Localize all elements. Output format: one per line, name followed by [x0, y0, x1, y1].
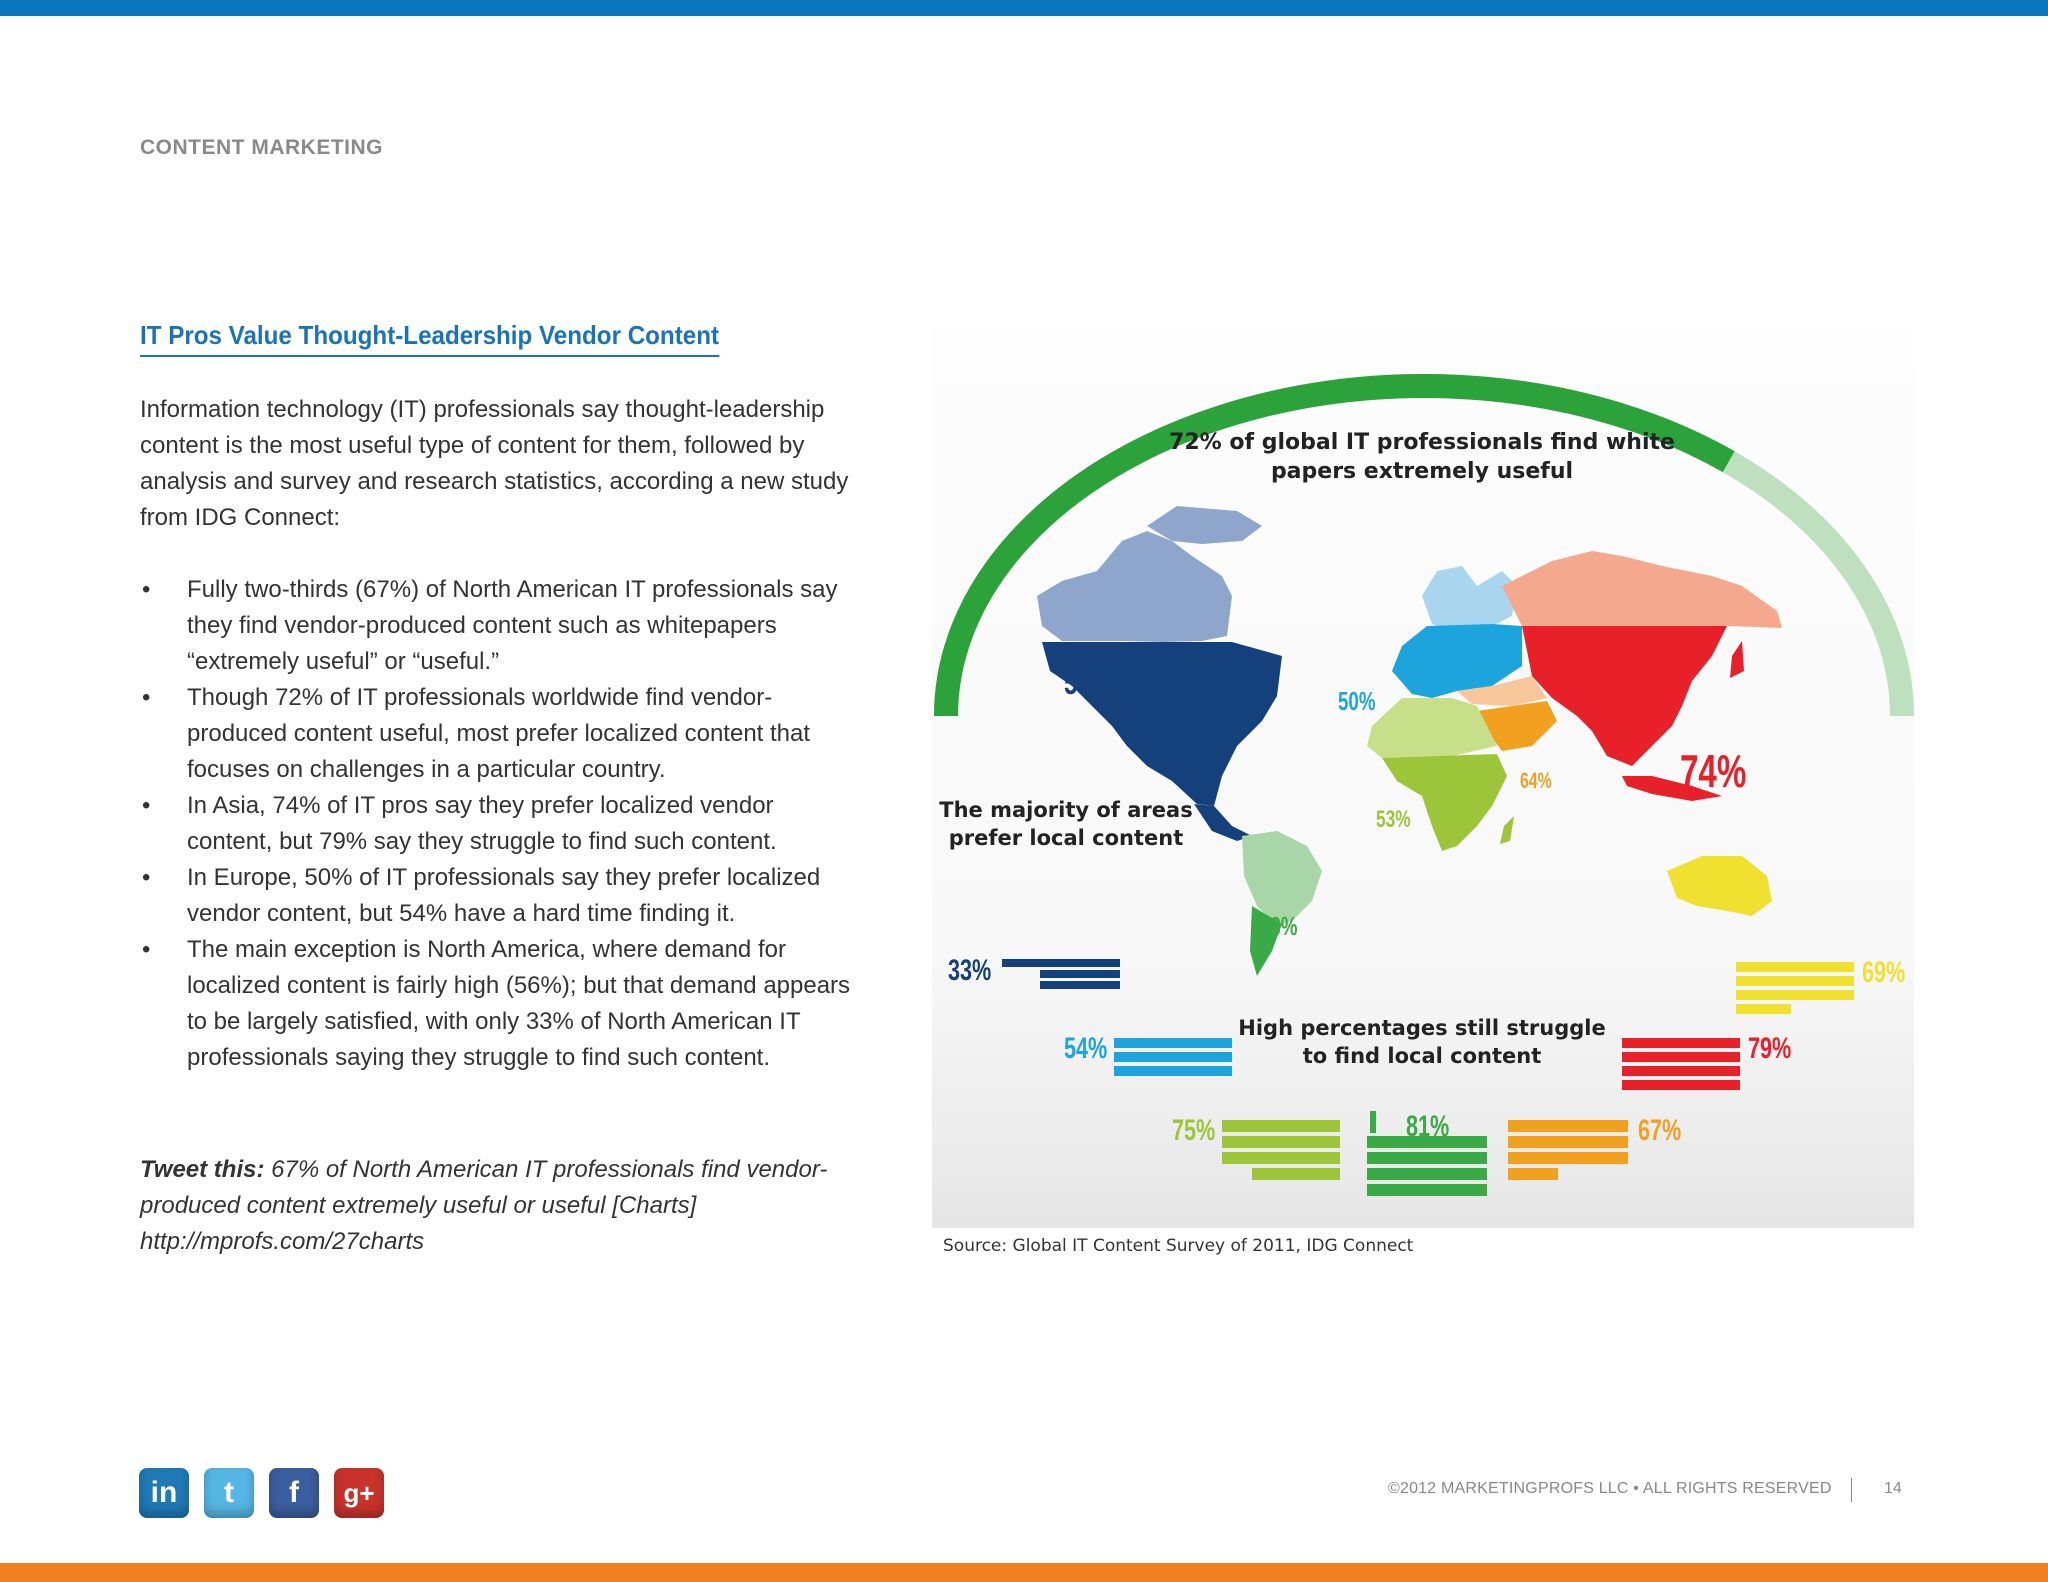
local-label-line-2: prefer local content	[948, 826, 1184, 850]
list-item: • The main exception is North America, where demand for localized content is fairly high (56%); but that demand appears to be largely satisfied, with only 33% of North American IT professionals saying they struggle to find such content.	[142, 936, 851, 1071]
tweet-this[interactable]	[140, 1152, 860, 1260]
pictogram-europe	[1114, 1038, 1232, 1076]
map-asia-north	[1502, 551, 1782, 628]
social-share-bar	[139, 1468, 384, 1518]
tweet-label: Tweet this:	[140, 1156, 265, 1183]
linkedin-icon[interactable]: in	[139, 1468, 189, 1518]
pct-prefer-south-america: 43%	[1260, 911, 1298, 941]
pct-struggle-africa: 75%	[1172, 1114, 1216, 1147]
article-title: IT Pros Value Thought-Leadership Vendor Content	[140, 320, 719, 357]
bullet-text: Though 72% of IT professionals worldwide find vendor-produced content useful, most prefer localized content that focuses on challenges in a particular country.	[187, 684, 811, 783]
facebook-icon[interactable]: f	[269, 1468, 319, 1518]
page-number: 14	[1884, 1480, 1902, 1497]
list-item: • Though 72% of IT professionals worldwide find vendor-produced content useful, most prefer localized content that focuses on challenges in a particular country.	[142, 684, 811, 783]
bullet-text: Fully two-thirds (67%) of North American IT professionals say they find vendor-produced content such as whitepapers “extremely useful” or “useful.”	[187, 576, 838, 675]
intro-paragraph: Information technology (IT) professionals say thought-leadership content is the most useful type of content for them, followed by analysis and survey and research statistics, according a new study from IDG Connect:	[140, 396, 849, 531]
google-plus-icon[interactable]: g+	[334, 1468, 384, 1518]
struggle-label	[1232, 1014, 1612, 1070]
struggle-label-line-1: High percentages still struggle	[1238, 1016, 1606, 1040]
pct-struggle-north-america: 33%	[948, 954, 992, 987]
headline-line-1: 72% of global IT professionals find white	[1169, 430, 1675, 455]
figure-source: Source: Global IT Content Survey of 2011, IDG Connect	[943, 1236, 1414, 1256]
local-label-line-1: The majority of areas	[939, 798, 1193, 822]
pictogram-asia	[1622, 1038, 1740, 1090]
pictogram-middle-east	[1508, 1120, 1628, 1180]
list-item: • In Asia, 74% of IT pros say they prefer localized vendor content, but 79% say they struggle to find such content.	[142, 792, 777, 855]
pct-prefer-middle-east: 64%	[1520, 768, 1552, 793]
pct-struggle-asia: 79%	[1748, 1032, 1792, 1065]
map-europe-north	[1422, 566, 1517, 631]
pictogram-africa	[1222, 1120, 1340, 1180]
pct-struggle-australia: 69%	[1862, 956, 1906, 989]
pictogram-australia	[1736, 962, 1854, 1014]
twitter-icon[interactable]: t	[204, 1468, 254, 1518]
map-north-america-north	[1037, 531, 1232, 642]
pct-struggle-europe: 54%	[1064, 1032, 1108, 1065]
bullet-list	[140, 572, 860, 1076]
infographic-figure	[932, 326, 1914, 1228]
bullet-text: In Europe, 50% of IT professionals say they prefer localized vendor content, but 54% have a hard time finding it.	[187, 864, 821, 927]
pct-prefer-asia: 74%	[1680, 745, 1747, 797]
map-africa	[1382, 754, 1507, 851]
pct-prefer-australia: 57%	[1734, 878, 1769, 905]
headline-label	[1162, 428, 1682, 486]
tweet-text: 67% of North American IT professionals find vendor-produced content extremely useful or useful [Charts] http://mprofs.com/27charts	[140, 1156, 828, 1255]
headline-line-2: papers extremely useful	[1270, 459, 1574, 484]
bullet-text: The main exception is North America, where demand for localized content is fairly high (56%); but that demand appears to be largely satisfied, with only 33% of North American IT professionals saying they struggle to find such content.	[187, 936, 851, 1071]
map-africa-north	[1367, 698, 1497, 758]
footer-divider	[1851, 1478, 1852, 1502]
local-content-label	[934, 796, 1198, 852]
footer-copyright: ©2012 MARKETINGPROFS LLC • ALL RIGHTS RESERVED	[1388, 1480, 1832, 1497]
top-accent-bar	[0, 0, 2048, 16]
map-japan	[1730, 641, 1744, 678]
pct-prefer-north-america: 56%	[1064, 664, 1114, 702]
pct-prefer-africa: 53%	[1376, 806, 1411, 833]
pictogram-north-america	[1002, 959, 1120, 989]
struggle-label-line-2: to find local content	[1302, 1044, 1542, 1068]
map-madagascar	[1500, 816, 1514, 844]
section-label: CONTENT MARKETING	[140, 136, 383, 159]
bullet-text: In Asia, 74% of IT pros say they prefer localized vendor content, but 79% say they struggle to find such content.	[187, 792, 777, 855]
pct-prefer-europe: 50%	[1338, 686, 1376, 716]
pct-struggle-middle-east: 67%	[1638, 1114, 1682, 1147]
pct-struggle-south-america: 81%	[1406, 1110, 1450, 1143]
list-item: • In Europe, 50% of IT professionals say they prefer localized vendor content, but 54% have a hard time finding it.	[142, 864, 821, 927]
list-item: • Fully two-thirds (67%) of North American IT professionals say they find vendor-produced content such as whitepapers “extremely useful” or “useful.”	[142, 576, 838, 675]
bottom-accent-bar	[0, 1563, 2048, 1582]
map-central-america	[1194, 804, 1252, 841]
